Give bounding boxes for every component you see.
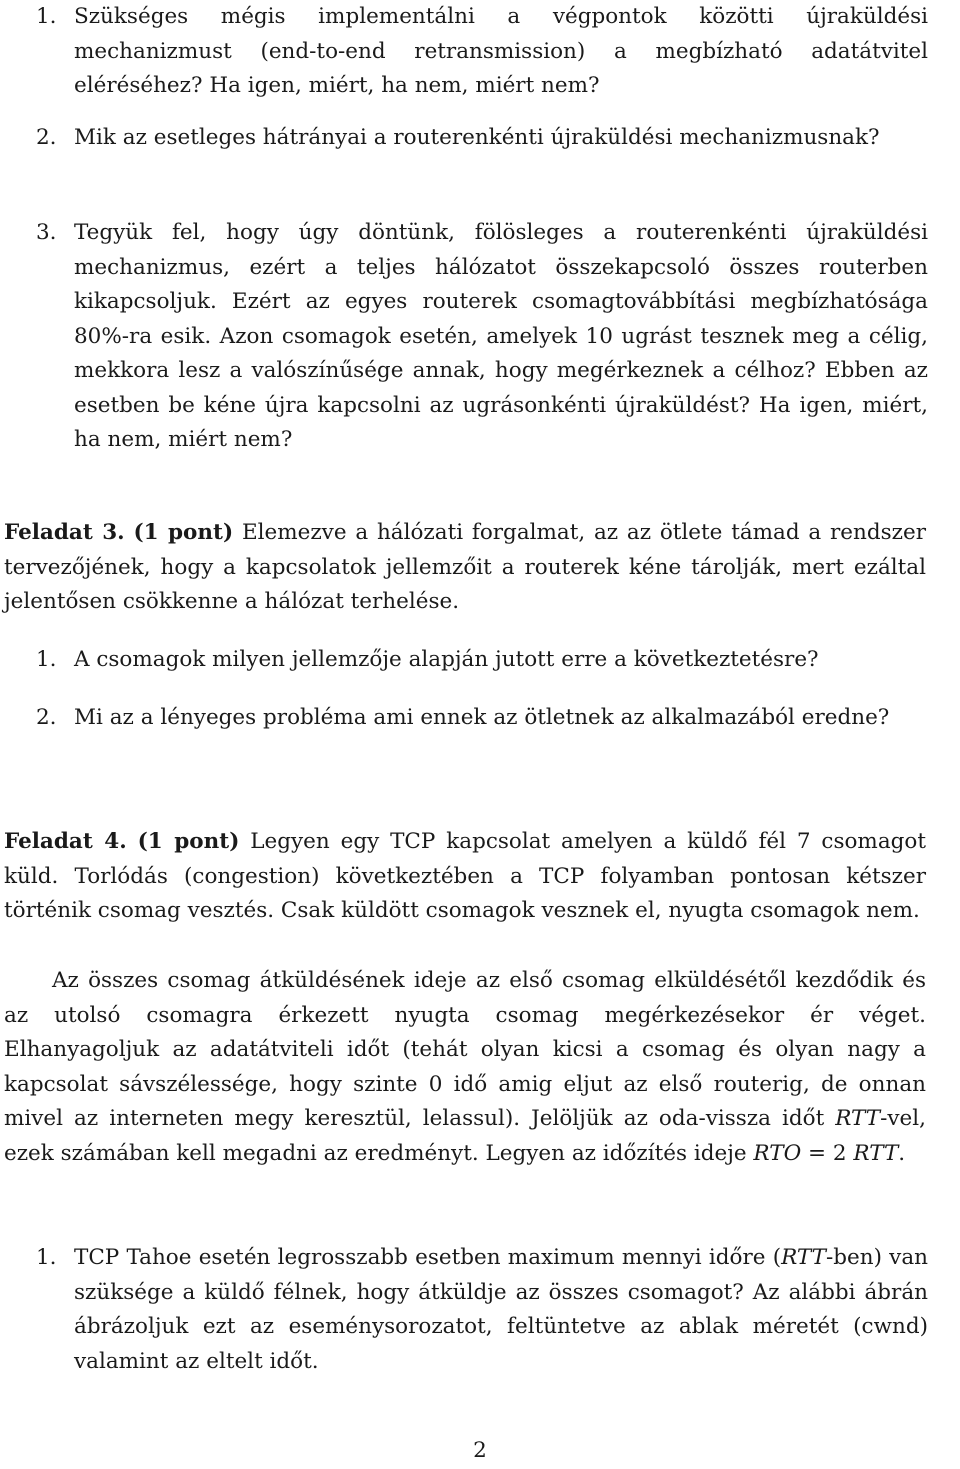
task-3-text: Elemezve a hálózati forgalmat, az az ötlete támad a rendszer tervezőjének, hogy a kapcsolatok jellemzőit a routerek kéne tárolják, mert ezáltal jelentősen csökkenne a hálózat terhelése. [4,520,926,614]
task-4-question-1 [36,1241,928,1379]
task-4-text: Legyen egy TCP kapcsolat amelyen a küldő fél 7 csomagot küld. Torlódás (congestion) következtében a TCP folyamban pontosan kétszer történik csomag vesztés. Csak küldött csomagok vesznek el, nyugta csomagok nem. [4,829,926,923]
task-3-heading: Feladat 3. [4,520,125,545]
question-text: Szükséges mégis implementálni a végpontok közötti újraküldési mechanizmust (end-to-end retransmission) a megbízható adatátvitel eléréséhez? Ha igen, miért, ha nem, miért nem? [74,4,928,98]
question-number: 2. [36,125,57,150]
question-1 [36,0,928,104]
rtt-symbol: RTT [781,1245,826,1270]
question-number: 2. [36,705,57,730]
question-number: 1. [36,1245,57,1270]
task-4-intro [4,825,926,929]
task-4-points: (1 pont) [137,829,240,854]
question-text: A csomagok milyen jellemzője alapján jutott erre a következtetésre? [74,647,819,672]
rtt-symbol: RTT [835,1106,881,1131]
task-3-points: (1 pont) [133,520,234,545]
page-number: 2 [473,1438,487,1463]
task-4-heading: Feladat 4. [4,829,127,854]
question-2 [36,121,928,156]
task-3-intro [4,516,926,620]
question-number: 1. [36,647,57,672]
question-number: 3. [36,220,57,245]
task-3-question-1 [36,643,928,678]
question-text: Tegyük fel, hogy úgy döntünk, fölösleges a routerenkénti újraküldési mechanizmus, ezért a teljes hálózatot összekapcsoló összes routerben kikapcsoljuk. Ezért az egyes routerek csomagtovábbítási megbízhatósága 80%-ra esik. Azon csomagok esetén, amelyek 10 ugrást tesznek meg a célig, mekkora lesz a valószínűsége annak, hogy megérkeznek a célhoz? Ebben az esetben be kéne újra kapcsolni az ugrásonkénti újraküldést? Ha igen, miért, ha nem, miért nem? [74,220,928,452]
task-3-question-2 [36,701,928,736]
question-text: Mik az esetleges hátrányai a routerenkénti újraküldési mechanizmusnak? [74,125,880,150]
question-number: 1. [36,4,57,29]
question-3 [36,216,928,458]
rto-symbol: RTO [753,1140,802,1166]
rtt-symbol: RTT [853,1140,899,1166]
task-4-paragraph-2: Az összes csomag átküldésének ideje az első csomag elküldésétől kezdődik és az utolsó csomagra érkezett nyugta csomag megérkezésekor ér véget. Elhanyagoljuk az adatátviteli időt (tehát olyan kicsi a csomag és olyan nagy a kapcsolat sávszélessége, hogy szinte 0 idő amig eljut az első routerig, de onnan mivel az interneten megy keresztül, lelassul). Jelöljük az oda-vissza időt RTT-vel, ezek számában kell megadni az eredményt. Legyen az időzítés ideje RTO = 2 RTT. [4,968,926,1166]
question-text: TCP Tahoe esetén legrosszabb esetben maximum mennyi időre (RTT-ben) van szüksége a küldő félnek, hogy átküldje az összes csomagot? Az alábbi ábrán ábrázoljuk ezt az eseménysorozatot, feltüntetve az ablak méretét (cwnd) valamint az eltelt időt. [74,1245,928,1374]
question-text: Mi az a lényeges probléma ami ennek az ötletnek az alkalmazából eredne? [74,705,890,730]
